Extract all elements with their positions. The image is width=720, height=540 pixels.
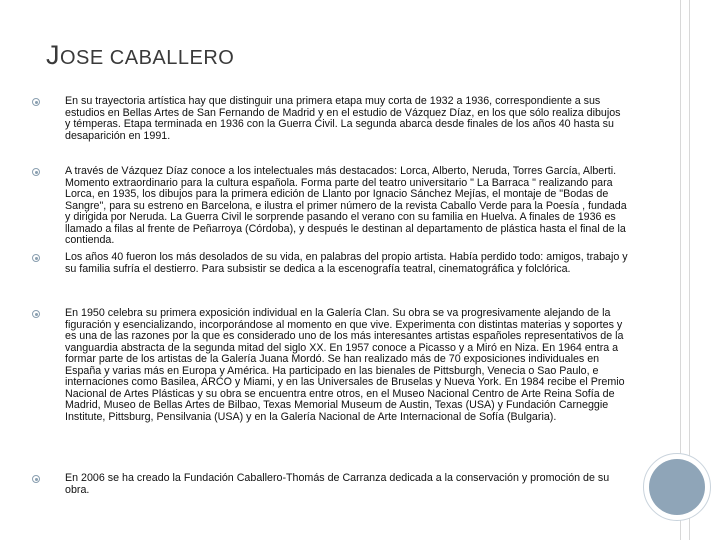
circle-decoration	[649, 459, 705, 515]
bullet-text: En 2006 se ha creado la Fundación Caballero-Thomás de Carranza dedicada a la conservación y promoción de su obra.	[65, 472, 610, 496]
circle-bullet-icon	[32, 98, 40, 106]
bullet-text: Los años 40 fueron los más desolados de su vida, en palabras del propio artista. Había perdido todo: amigos, trabajo y su familia sufría el destierro. Para subsistir se dedica a la escenografía teatral, cinematográfica y folclórica.	[65, 251, 628, 275]
list-item	[28, 96, 628, 142]
bullet-text: En 1950 celebra su primera exposición individual en la Galería Clan. Su obra se va progresivamente alejando de la figuración y esencializando, incorporándose al momento en que vive. Experimenta con distintas materias y soportes y es una de las razones por la que es considerado uno de los más interesantes artistas españoles representativos de la vanguardia abstracta de la segunda mitad del siglo XX. En 1957 conoce a Picasso y a Miró en Niza. En 1964 entra a formar parte de los artistas de la Galería Juana Mordó. Se han realizado más de 70 exposiciones individuales en España y varias más en Europa y América. Ha participado en las bienales de Pittsburgh, Venecia o Sao Paulo, e internaciones como Basilea, ARCO y Miami, y en las Universales de Bruselas y Nueva York. En 1984 recibe el Premio Nacional de Artes Plásticas y su obra se encuentra entre otros, en el Museo Nacional Centro de Arte Reina Sofía de Madrid, Museo de Bellas Artes de Bilbao, Texas Memorial Museum de Austin, Texas (USA) y Fundación Carneggie Institute, Pittsburg, Pensilvania (USA) y en la Galería Nacional de Arte Internacional de Sofía (Bulgaria).	[65, 307, 625, 423]
list-item	[28, 308, 628, 423]
circle-bullet-icon	[32, 310, 40, 318]
circle-bullet-icon	[32, 168, 40, 176]
list-item	[28, 252, 628, 275]
circle-bullet-icon	[32, 254, 40, 262]
bullet-text: A través de Vázquez Díaz conoce a los intelectuales más destacados: Lorca, Alberto, Neruda, Torres García, Alberti. Momento extraordinario para la cultura española. Forma parte del teatro universitario " La Barraca " realizando para Lorca, en 1935, los dibujos para la primera edición de Llanto por Ignacio Sánchez Mejías, el montaje de "Bodas de Sangre", para su estreno en Barcelona, e ilustra el primer número de la revista Caballo Verde para la Poesía , fundada y dirigida por Neruda. La Guerra Civil le sorprende pasando el verano con su familia en Huelva. A finales de 1936 es llamado a filas al frente de Peñarroya (Córdoba), y después le destinan al departamento de plástica hasta el final de la contienda.	[65, 165, 627, 246]
list-item	[28, 166, 628, 247]
title-rest: OSE CABALLERO	[60, 47, 235, 69]
slide-title	[46, 40, 234, 71]
circle-bullet-icon	[32, 475, 40, 483]
bullet-text: En su trayectoria artística hay que distinguir una primera etapa muy corta de 1932 a 1936, correspondiente a sus estudios en Bellas Artes de San Fernando de Madrid y en el estudio de Vázquez Díaz, en los que sólo realiza dibujos y témperas. Etapa terminada en 1936 con la Guerra Civil. La segunda abarca desde finales de los años 40 hasta su desaparición en 1991.	[65, 95, 621, 142]
list-item	[28, 473, 628, 496]
title-initial: J	[46, 40, 60, 70]
